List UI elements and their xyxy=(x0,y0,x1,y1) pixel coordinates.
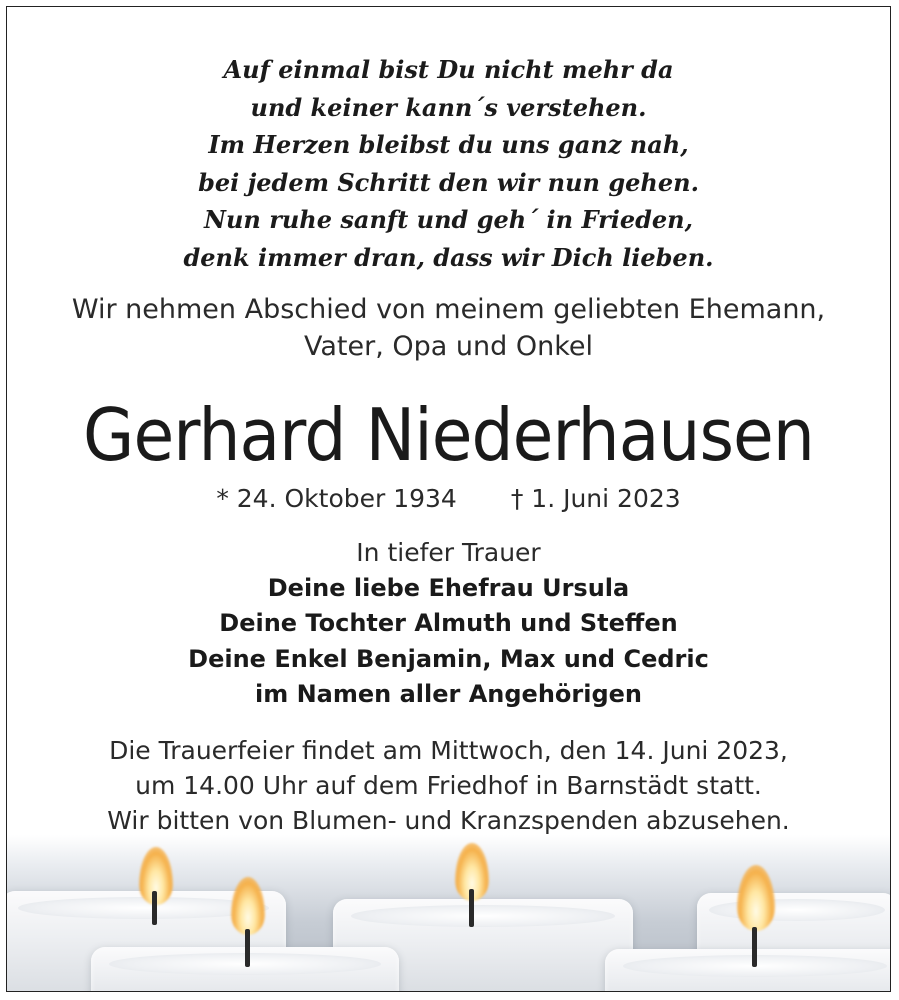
funeral-line: Die Trauerfeier findet am Mittwoch, den 14. Juni 2023, xyxy=(109,736,788,765)
poem-line: bei jedem Schritt den wir nun gehen. xyxy=(198,167,699,197)
flame xyxy=(737,865,775,931)
wick xyxy=(469,889,474,927)
candles-icon xyxy=(7,835,890,992)
wick xyxy=(245,929,250,967)
mourning-lead: In tiefer Trauer xyxy=(356,538,541,567)
mourners-block xyxy=(7,535,890,713)
intro-line: Vater, Opa und Onkel xyxy=(304,331,593,362)
poem xyxy=(7,51,890,276)
deceased-name: Gerhard Niederhausen xyxy=(83,393,814,477)
funeral-info xyxy=(7,733,890,838)
poem-line: Nun ruhe sanft und geh´ in Frieden, xyxy=(204,205,693,234)
death-date: † 1. Juni 2023 xyxy=(510,484,681,513)
wick xyxy=(752,927,757,967)
life-dates xyxy=(7,481,890,517)
funeral-line: Wir bitten von Blumen- und Kranzspenden abzusehen. xyxy=(107,806,790,835)
intro-line: Wir nehmen Abschied von meinem geliebten Ehemann, xyxy=(71,294,826,325)
funeral-line: um 14.00 Uhr auf dem Friedhof in Barnstädt statt. xyxy=(135,771,762,800)
poem-line: und keiner kann´s verstehen. xyxy=(250,92,647,122)
candle xyxy=(605,949,891,992)
poem-line: Auf einmal bist Du nicht mehr da xyxy=(223,55,674,84)
mourner-line: Deine Enkel Benjamin, Max und Cedric xyxy=(188,644,709,673)
birth-date: * 24. Oktober 1934 xyxy=(216,484,457,513)
obituary-notice xyxy=(6,6,891,992)
mourner-line: Deine liebe Ehefrau Ursula xyxy=(267,573,630,602)
flame xyxy=(231,877,265,935)
wick xyxy=(152,891,157,925)
mourner-line: Deine Tochter Almuth und Steffen xyxy=(219,609,678,637)
poem-line: Im Herzen bleibst du uns ganz nah, xyxy=(208,130,689,159)
poem-line: denk immer dran, dass wir Dich lieben. xyxy=(183,242,714,272)
mourner-line: im Namen aller Angehörigen xyxy=(254,680,642,708)
farewell-intro xyxy=(7,291,890,365)
